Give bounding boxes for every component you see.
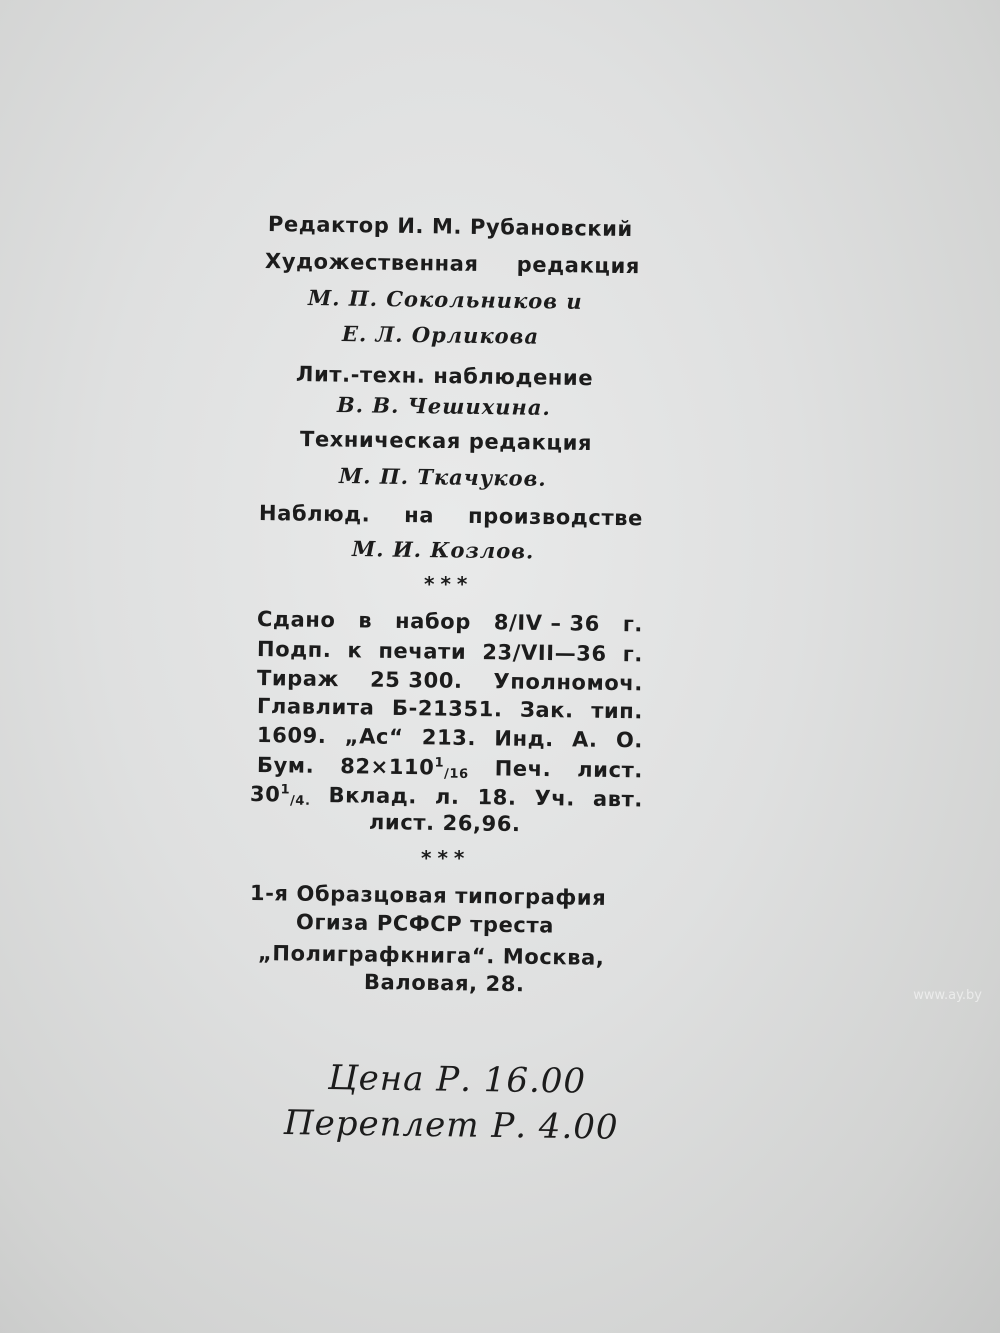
- print-line-5-word: Инд.: [494, 726, 554, 752]
- print-line-7-word: л.: [434, 784, 460, 809]
- production-word-2: на: [404, 503, 435, 528]
- print-line-1-word: Сдано: [256, 607, 336, 633]
- print-line-1-word: набор: [394, 608, 472, 634]
- print-line-4-word: Б-21351.: [391, 695, 503, 722]
- print-line-7: [250, 782, 643, 813]
- print-line-2: [257, 637, 643, 666]
- sheet-count-sup: 1: [280, 782, 291, 798]
- production-name: М. И. Козлов.: [351, 536, 535, 564]
- print-line-5-word: 1609.: [256, 723, 327, 748]
- print-line-5-word: 213.: [421, 725, 477, 751]
- lit-tech-label: Лит.-техн. наблюдение: [295, 362, 594, 391]
- print-line-3-word: 25 300.: [369, 667, 463, 693]
- watermark: www.ay.by: [913, 988, 982, 1003]
- print-line-3: [257, 666, 643, 695]
- print-line-2-word: 23/VII—36: [482, 640, 607, 666]
- print-line-3-word: Уполномоч.: [493, 669, 644, 696]
- print-line-7-word: Вклад.: [328, 783, 418, 809]
- print-line-6-word: Бум.: [256, 753, 315, 778]
- art-edit-names-1: М. П. Сокольников и: [307, 285, 583, 314]
- print-line-8: лист. 26,96.: [368, 810, 521, 837]
- print-line-4-word: Главлита: [256, 694, 375, 720]
- printer-line-3: „Полиграфкнига“. Москва,: [257, 941, 605, 970]
- production-word-3: производстве: [467, 503, 644, 531]
- paper-format: [340, 754, 469, 782]
- print-line-2-word: г.: [622, 642, 644, 667]
- separator-1: ***: [424, 572, 474, 596]
- print-line-5: [257, 723, 643, 752]
- art-edit-names-2: Е. Л. Орликова: [341, 321, 540, 349]
- production-word-1: Наблюд.: [258, 501, 371, 527]
- print-line-4: [257, 694, 643, 723]
- print-line-6: [257, 753, 643, 784]
- printer-line-1: 1-я Образцовая типография: [249, 881, 607, 910]
- printer-line-2: Огиза РСФСР треста: [295, 910, 555, 938]
- sheet-count-base: 30: [249, 782, 281, 807]
- tech-edit-label: Техническая редакция: [299, 427, 593, 456]
- print-line-5-word: А.: [571, 727, 598, 752]
- paper-format-sup: 1: [434, 755, 445, 771]
- print-line-7-word: Уч.: [534, 785, 576, 811]
- editor-line: Редактор И. М. Рубановский: [267, 212, 634, 242]
- paper-format-sub: /16: [443, 766, 469, 782]
- print-line-1: [257, 607, 643, 636]
- print-line-6-word: лист.: [577, 757, 644, 783]
- art-edit-word-1: Художественная: [264, 249, 479, 276]
- print-line-5-word: О.: [615, 728, 644, 753]
- tech-edit-name: М. П. Ткачуков.: [338, 463, 547, 491]
- production-label: [259, 501, 643, 530]
- print-line-2-word: печати: [378, 638, 467, 664]
- print-line-1-word: в: [358, 608, 373, 633]
- sheet-count: [250, 782, 311, 809]
- lit-tech-name: В. В. Чешихина.: [336, 392, 551, 420]
- print-line-5-word: „Ас“: [344, 724, 404, 750]
- print-line-4-word: тип.: [591, 698, 644, 724]
- sheet-count-sub: /4.: [289, 793, 311, 809]
- paper-format-base: 82×110: [340, 754, 435, 780]
- print-line-4-word: Зак.: [519, 697, 574, 723]
- print-line-2-word: Подп.: [256, 637, 332, 663]
- separator-2: ***: [421, 846, 471, 870]
- binding-price-line: Переплет Р. 4.00: [283, 1103, 619, 1148]
- art-edit-word-2: редакция: [516, 252, 641, 279]
- print-line-7-word: 18.: [477, 785, 517, 810]
- print-line-3-word: Тираж: [256, 666, 340, 692]
- print-line-6-word: Печ.: [494, 756, 552, 782]
- print-line-7-word: авт.: [592, 786, 644, 812]
- print-line-1-word: 8/IV – 36: [493, 610, 601, 636]
- print-line-1-word: г.: [622, 612, 644, 637]
- print-line-2-word: к: [347, 638, 363, 663]
- printer-line-4: Валовая, 28.: [363, 970, 525, 997]
- art-edit-label: [265, 249, 640, 278]
- price-line: Цена Р. 16.00: [327, 1058, 587, 1102]
